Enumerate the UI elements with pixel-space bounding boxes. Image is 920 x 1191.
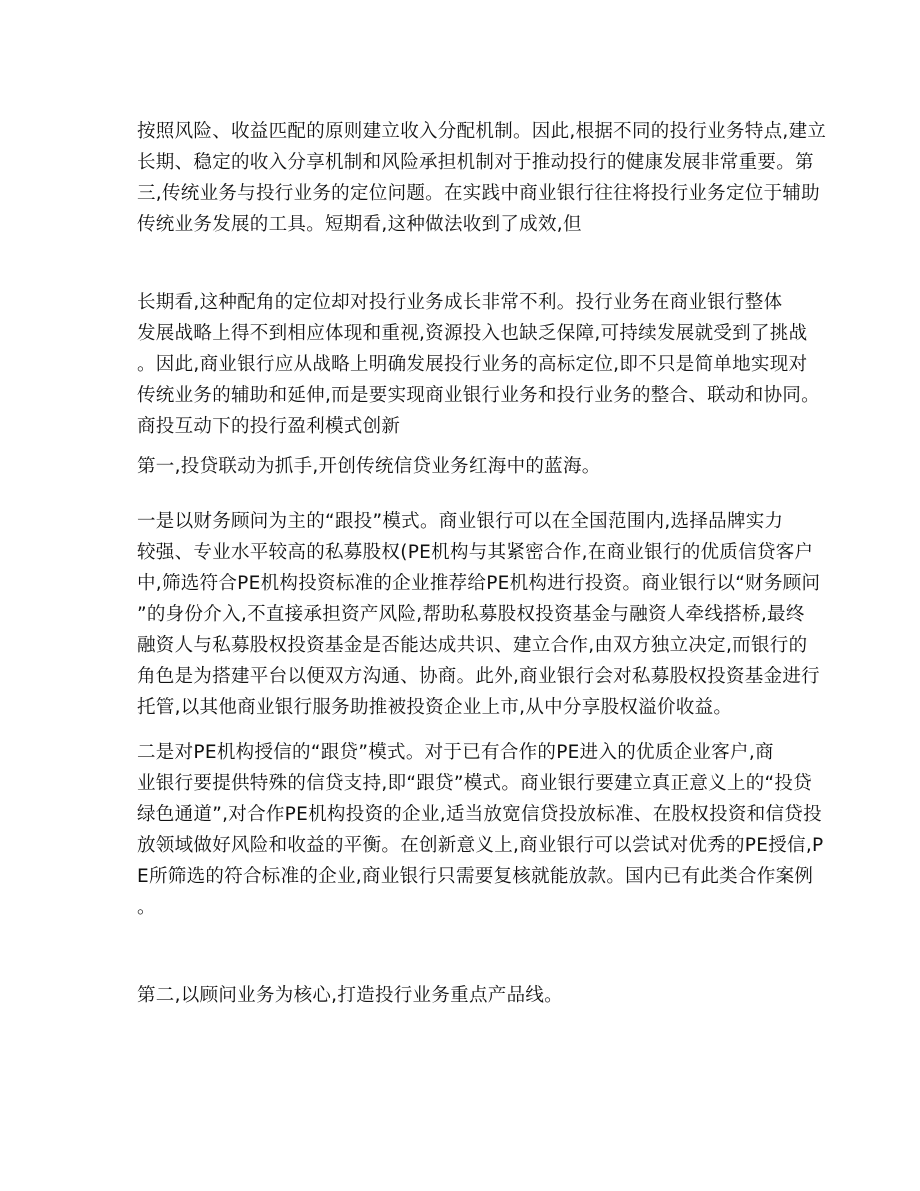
text-line: 长期看,这种配角的定位却对投行业务成长非常不利。投行业务在商业银行整体 (137, 292, 783, 313)
paragraph (137, 287, 820, 442)
text-line: 融资人与私募股权投资基金是否能达成共识、建立合作,由双方独立决定,而银行的 (137, 635, 808, 656)
text-line: 二是对PE机构授信的“跟贷”模式。对于已有合作的PE进入的优质企业客户,商 (137, 742, 774, 763)
text-line: 第一,投贷联动为抓手,开创传统信贷业务红海中的蓝海。 (137, 456, 601, 477)
text-line: 商投互动下的投行盈利模式创新 (137, 416, 401, 437)
paragraph (137, 451, 785, 482)
paragraph (137, 980, 785, 1011)
paragraph (137, 116, 827, 240)
text-line: 按照风险、收益匹配的原则建立收入分配机制。因此,根据不同的投行业务特点,建立 (137, 121, 827, 142)
text-line: 托管,以其他商业银行服务助推被投资企业上市,从中分享股权溢价收益。 (137, 697, 733, 718)
paragraph (137, 506, 821, 723)
text-line: 三,传统业务与投行业务的定位问题。在实践中商业银行往往将投行业务定位于辅助 (137, 183, 820, 204)
text-line: 中,筛选符合PE机构投资标准的企业推荐给PE机构进行投资。商业银行以“财务顾问 (137, 573, 821, 594)
text-line: 传统业务发展的工具。短期看,这种做法收到了成效,但 (137, 214, 582, 235)
text-line: 长期、稳定的收入分享机制和风险承担机制对于推动投行的健康发展非常重要。第 (137, 152, 814, 173)
text-line: ”的身份介入,不直接承担资产风险,帮助私募股权投资基金与融资人牵线搭桥,最终 (137, 604, 805, 625)
text-line: 。因此,商业银行应从战略上明确发展投行业务的高标定位,即不只是简单地实现对 (137, 354, 808, 375)
text-line: 传统业务的辅助和延伸,而是要实现商业银行业务和投行业务的整合、联动和协同。 (137, 385, 820, 406)
text-line: 绿色通道”,对合作PE机构投资的企业,适当放宽信贷投放标准、在股权投资和信贷投 (137, 804, 822, 825)
text-line: 较强、专业水平较高的私募股权(PE机构与其紧密合作,在商业银行的优质信贷客户 (137, 542, 814, 563)
paragraph (137, 737, 824, 923)
text-line: E所筛选的符合标准的企业,商业银行只需要复核就能放款。国内已有此类合作案例 (137, 866, 814, 887)
text-line: 业银行要提供特殊的信贷支持,即“跟贷”模式。商业银行要建立真正意义上的“投贷 (137, 773, 813, 794)
text-line: 一是以财务顾问为主的“跟投”模式。商业银行可以在全国范围内,选择品牌实力 (137, 511, 784, 532)
text-line: 第二,以顾问业务为核心,打造投行业务重点产品线。 (137, 985, 563, 1006)
text-line: 放领域做好风险和收益的平衡。在创新意义上,商业银行可以尝试对优秀的PE授信,P (137, 835, 824, 856)
text-line: 角色是为搭建平台以便双方沟通、协商。此外,商业银行会对私募股权投资基金进行 (137, 666, 820, 687)
text-line: 。 (137, 897, 156, 918)
text-line: 发展战略上得不到相应体现和重视,资源投入也缺乏保障,可持续发展就受到了挑战 (137, 323, 808, 344)
